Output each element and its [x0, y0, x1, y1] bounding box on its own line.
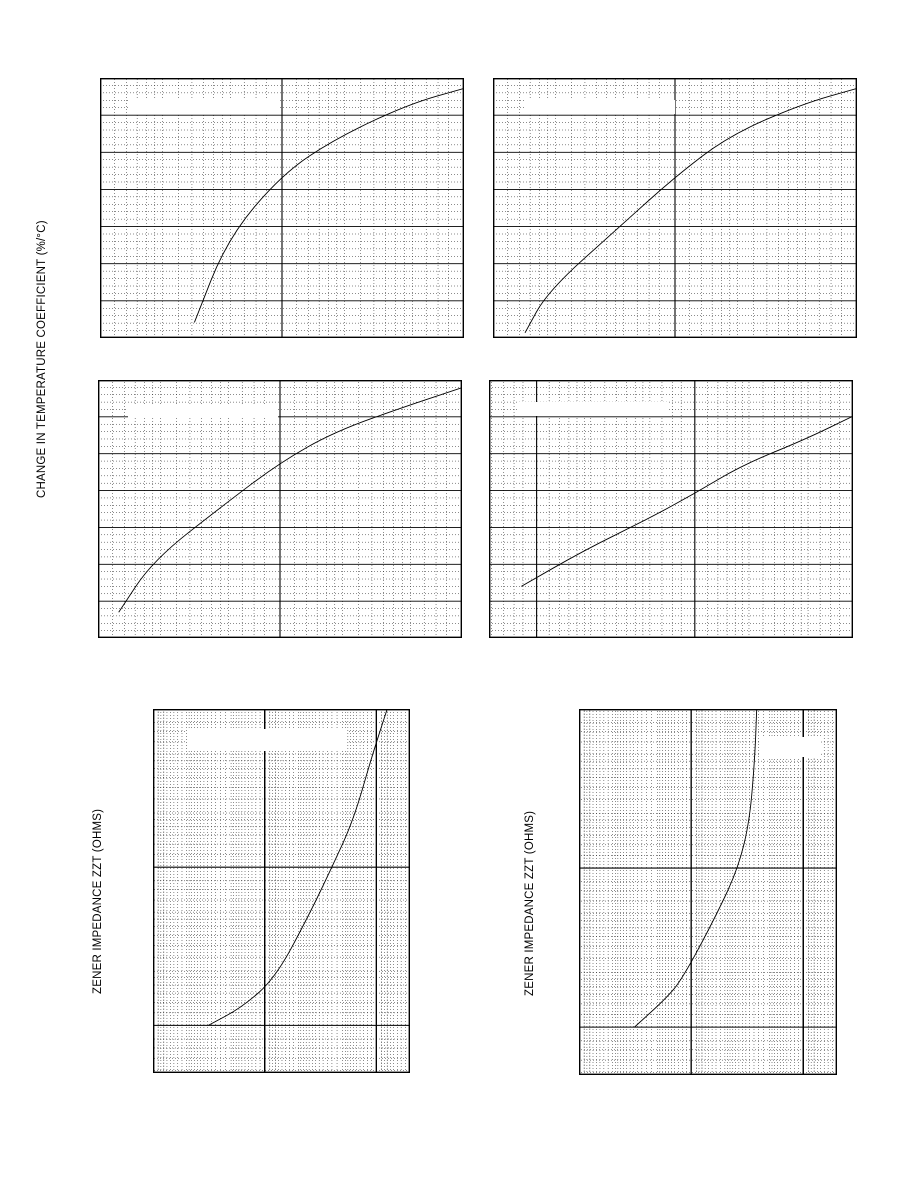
grid	[153, 709, 410, 1073]
tc-chart-top-left	[100, 78, 464, 338]
zener-impedance-chart-right	[579, 709, 837, 1075]
grid	[100, 78, 464, 338]
series-line-0	[525, 88, 857, 332]
legend-blank	[128, 100, 278, 114]
series-line-0	[194, 88, 464, 322]
plot-frame	[154, 710, 410, 1073]
tc-chart-mid-right	[489, 380, 853, 638]
legend-blank	[517, 402, 669, 416]
grid	[579, 709, 837, 1075]
zener-impedance-chart-left	[153, 709, 410, 1073]
legend-blank	[128, 404, 278, 418]
legend-blank	[761, 737, 821, 757]
series-line-0	[521, 416, 853, 586]
legend-blank	[187, 729, 347, 751]
temp-coefficient-axis-label: CHANGE IN TEMPERATURE COEFFICIENT (%/°C)	[36, 220, 48, 498]
tc-chart-top-right	[493, 78, 857, 338]
grid	[493, 78, 857, 338]
grid	[489, 380, 853, 638]
tc-chart-mid-left	[98, 380, 462, 638]
legend-blank	[525, 100, 675, 114]
zener-impedance-axis-label-left: ZENER IMPEDANCE ZZT (OHMS)	[92, 808, 104, 994]
zener-impedance-axis-label-right: ZENER IMPEDANCE ZZT (OHMS)	[524, 810, 536, 996]
grid	[98, 380, 462, 638]
plot-frame	[490, 381, 853, 638]
plot-frame	[580, 710, 837, 1075]
